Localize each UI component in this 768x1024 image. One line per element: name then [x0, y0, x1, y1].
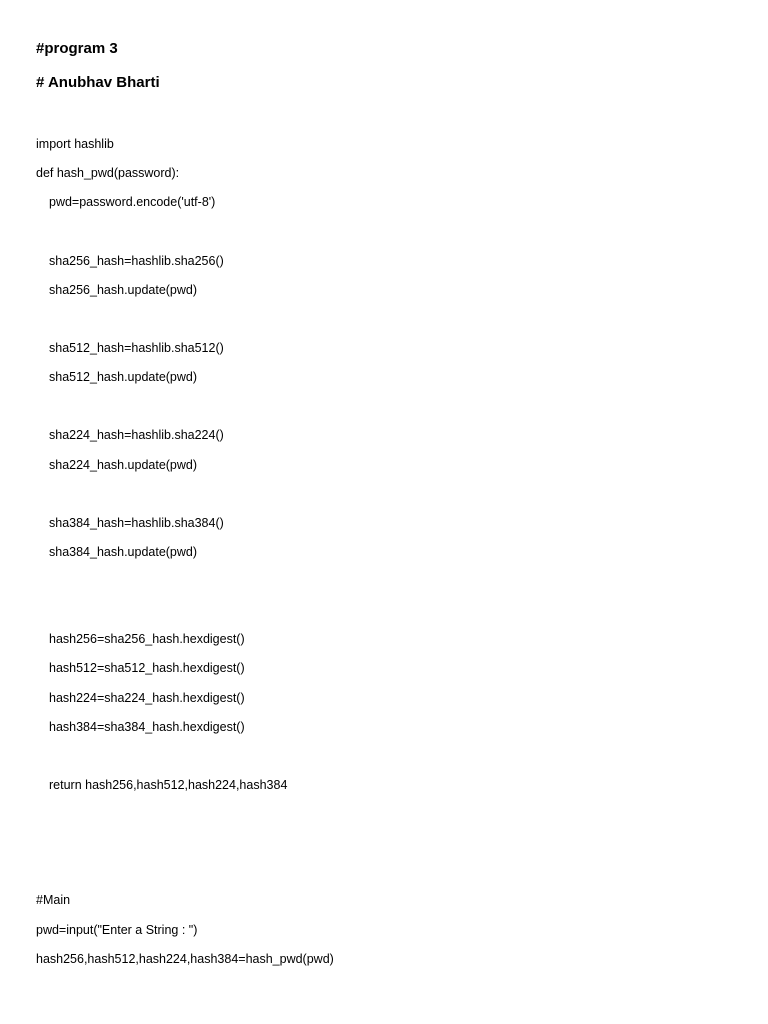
code-line: sha224_hash=hashlib.sha224() — [49, 428, 224, 442]
code-line: sha512_hash.update(pwd) — [49, 370, 198, 384]
code-line: sha256_hash.update(pwd) — [49, 283, 198, 297]
code-line: hash384=sha384_hash.hexdigest() — [49, 720, 245, 734]
code-line: import hashlib — [36, 137, 114, 151]
code-line: #Main — [36, 893, 71, 907]
author-name: # Anubhav Bharti — [36, 74, 160, 91]
code-line: pwd=input("Enter a String : ") — [36, 923, 198, 937]
code-line: sha512_hash=hashlib.sha512() — [49, 341, 224, 355]
code-line: hash224=sha224_hash.hexdigest() — [49, 691, 245, 705]
code-line: sha384_hash.update(pwd) — [49, 545, 198, 559]
code-line: return hash256,hash512,hash224,hash384 — [49, 778, 288, 792]
code-line: hash256=sha256_hash.hexdigest() — [49, 632, 245, 646]
program-title: #program 3 — [36, 40, 118, 57]
code-line: sha224_hash.update(pwd) — [49, 458, 198, 472]
code-line: hash512=sha512_hash.hexdigest() — [49, 661, 245, 675]
code-line: pwd=password.encode('utf-8') — [49, 195, 216, 209]
code-line: hash256,hash512,hash224,hash384=hash_pwd(pwd) — [36, 952, 334, 966]
code-line: sha256_hash=hashlib.sha256() — [49, 254, 224, 268]
code-line: def hash_pwd(password): — [36, 166, 180, 180]
code-line: sha384_hash=hashlib.sha384() — [49, 516, 224, 530]
